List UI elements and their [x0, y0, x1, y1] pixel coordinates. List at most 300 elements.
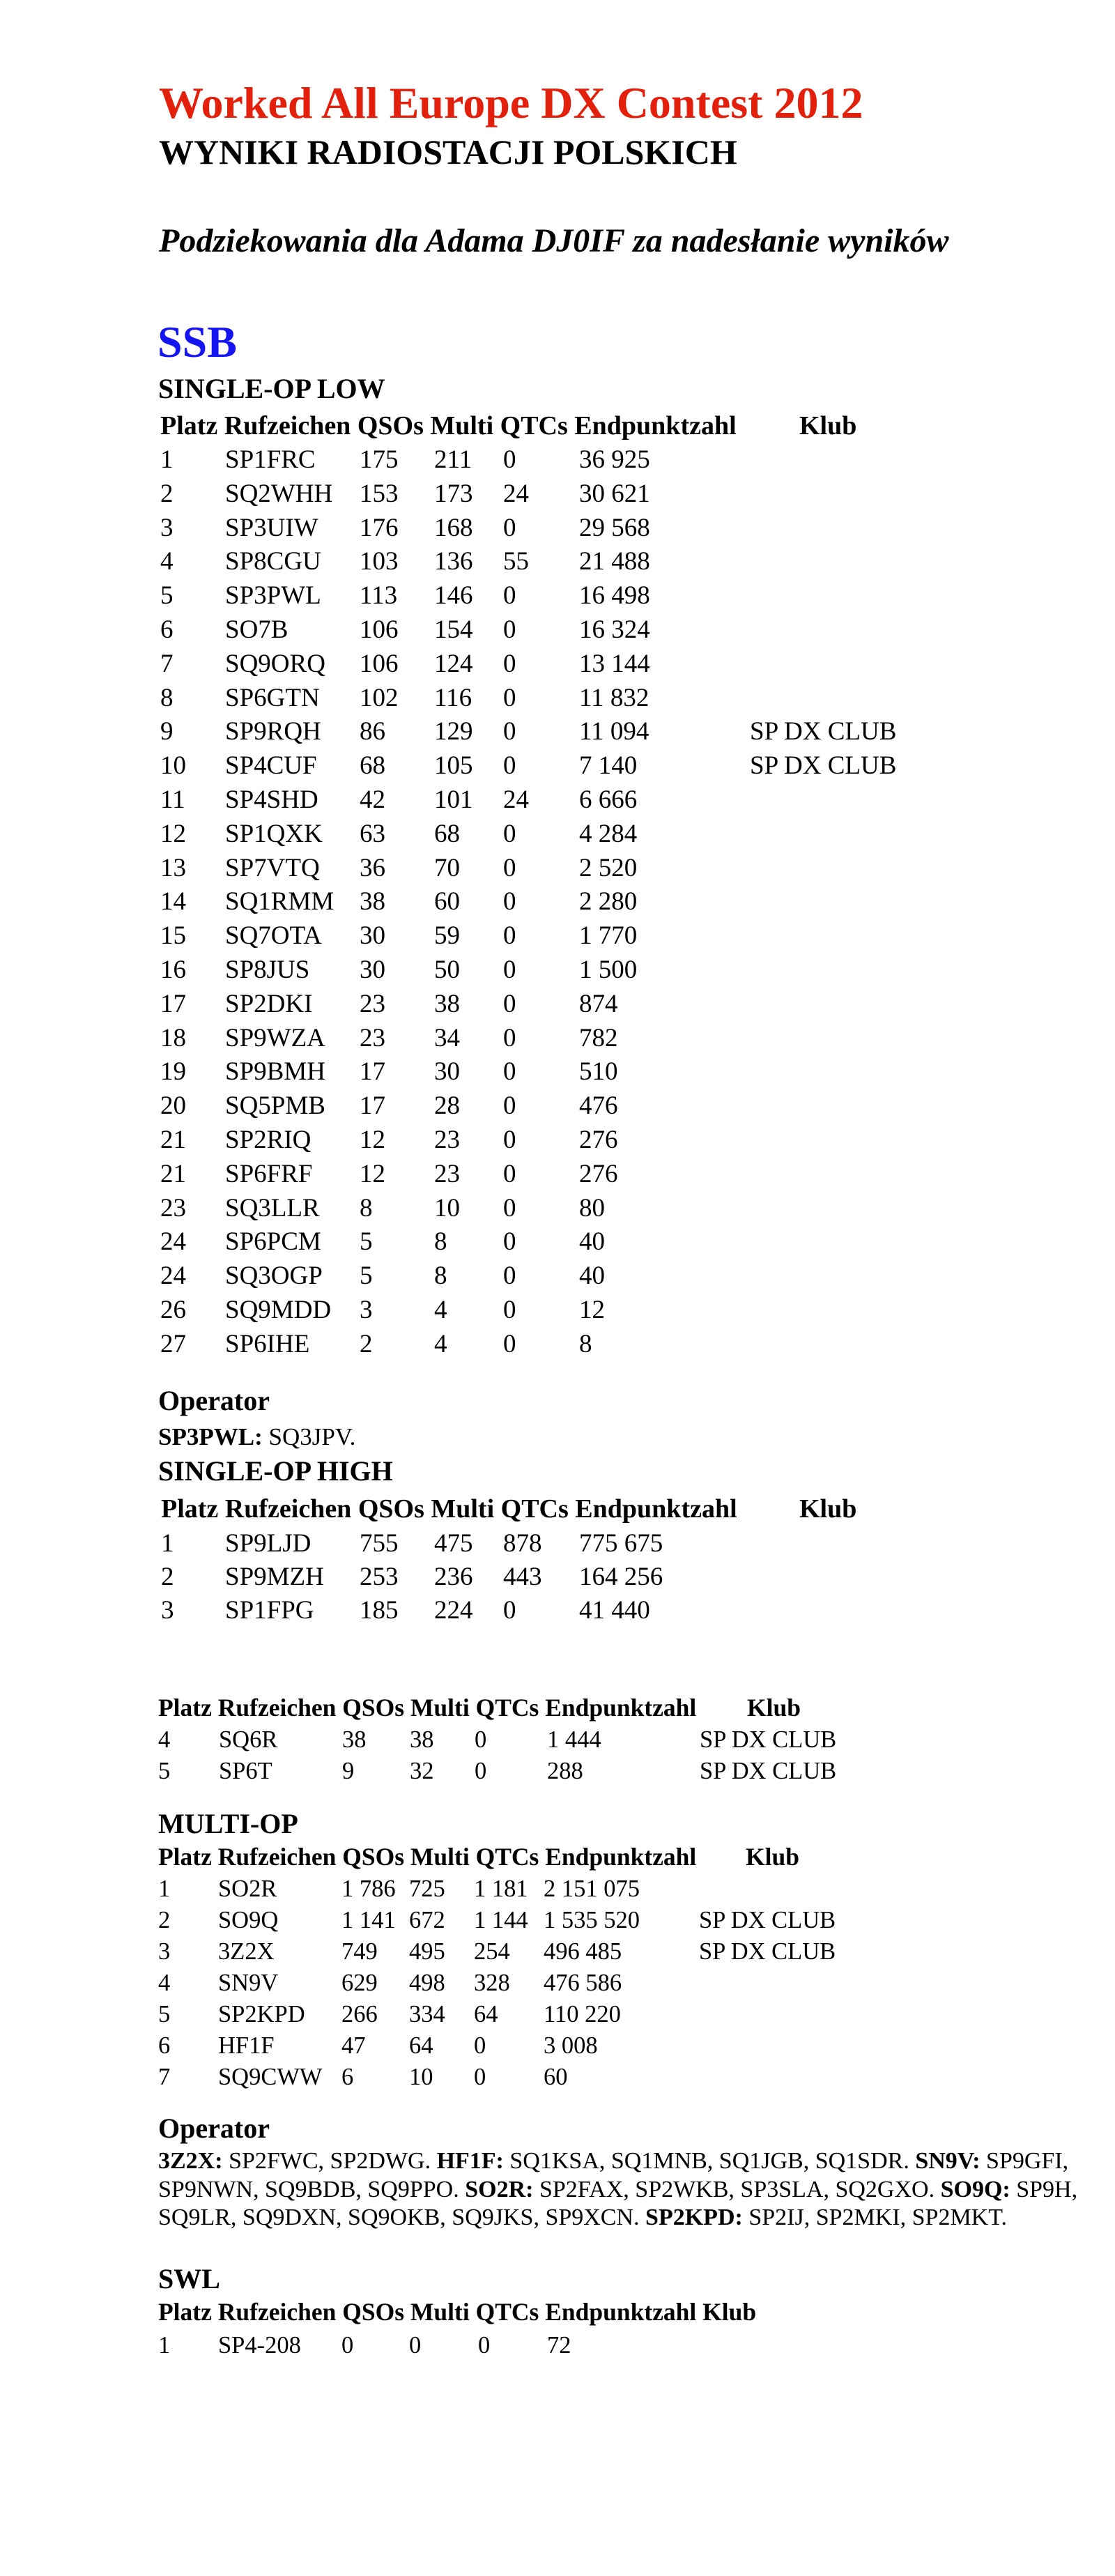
- table-header: [161, 1494, 857, 1524]
- cell-multi: 211: [434, 445, 472, 474]
- cell-callsign: SN9V: [218, 1970, 279, 1996]
- column-header-callsign: Rufzeichen: [224, 1494, 352, 1524]
- cell-qtcs: 328: [474, 1970, 510, 1996]
- cell-platz: 8: [160, 683, 174, 712]
- table-row: [0, 1759, 1115, 1784]
- cell-qsos: 30: [360, 956, 385, 984]
- cell-multi: 8: [434, 1227, 447, 1257]
- cell-points: 40: [579, 1262, 605, 1291]
- cell-qsos: 12: [360, 1126, 385, 1154]
- cell-points: 288: [547, 1757, 583, 1784]
- cell-multi: 168: [434, 513, 473, 542]
- cell-callsign: SP6GTN: [225, 683, 320, 712]
- column-header-multi: Multi: [431, 1494, 495, 1524]
- cell-platz: 1: [161, 1529, 174, 1558]
- cell-platz: 11: [160, 785, 185, 814]
- operator-heading-multi-op: Operator: [158, 2113, 270, 2144]
- column-header-qtcs: QTCs: [500, 411, 568, 440]
- cell-points: 276: [579, 1159, 618, 1188]
- cell-platz: 4: [158, 1970, 171, 1996]
- cell-points: 4 284: [579, 819, 638, 848]
- cell-multi: 59: [434, 921, 460, 951]
- page-title: Worked All Europe DX Contest 2012: [159, 78, 863, 128]
- column-header-points: Endpunktzahl: [545, 1694, 697, 1722]
- cell-points: 874: [579, 989, 618, 1018]
- table-row: [0, 481, 1115, 507]
- cell-points: 1 500: [579, 956, 638, 984]
- table-row: [0, 2065, 1115, 2090]
- cell-platz: 7: [158, 2064, 171, 2090]
- cell-club: SP DX CLUB: [750, 717, 897, 746]
- table-header: [158, 2300, 756, 2325]
- cell-multi: 154: [434, 615, 473, 644]
- cell-callsign: SQ7OTA: [225, 921, 322, 951]
- cell-callsign: SP9WZA: [225, 1023, 325, 1052]
- table-row: [0, 685, 1115, 711]
- cell-qtcs: 0: [503, 989, 516, 1018]
- cell-qsos: 86: [360, 717, 385, 746]
- column-header-callsign: Rufzeichen: [217, 1843, 337, 1871]
- cell-platz: 13: [160, 853, 186, 882]
- cell-multi: 10: [434, 1193, 460, 1222]
- cell-multi: 124: [434, 649, 473, 678]
- cell-callsign: SP7VTQ: [225, 853, 320, 882]
- table-row: [0, 1195, 1115, 1221]
- cell-qtcs: 0: [478, 2332, 491, 2359]
- cell-points: 476 586: [544, 1970, 622, 1996]
- cell-qtcs: 55: [503, 547, 529, 576]
- column-header-qtcs: QTCs: [500, 1494, 569, 1524]
- page-subtitle: WYNIKI RADIOSTACJI POLSKICH: [159, 132, 737, 171]
- cell-qsos: 47: [341, 2032, 366, 2059]
- cell-points: 41 440: [579, 1596, 650, 1625]
- cell-qtcs: 24: [503, 785, 529, 814]
- cell-qtcs: 0: [503, 615, 516, 644]
- cell-platz: 6: [160, 615, 174, 644]
- cell-qtcs: 254: [474, 1938, 510, 1965]
- cell-multi: 224: [434, 1596, 473, 1625]
- cell-qsos: 38: [342, 1726, 367, 1753]
- cell-qsos: 106: [360, 649, 399, 678]
- cell-qtcs: 0: [503, 1262, 516, 1291]
- cell-multi: 101: [434, 785, 473, 814]
- cell-points: 7 140: [579, 751, 638, 781]
- cell-platz: 1: [158, 2332, 171, 2359]
- cell-qsos: 5: [360, 1227, 373, 1257]
- cell-platz: 6: [158, 2032, 171, 2059]
- cell-qsos: 102: [360, 683, 399, 712]
- column-header-qsos: QSOs: [342, 1694, 405, 1722]
- cell-platz: 24: [160, 1262, 186, 1291]
- column-header-platz: Platz: [158, 1843, 212, 1871]
- cell-points: 2 151 075: [544, 1876, 640, 1902]
- column-header-multi: Multi: [410, 2298, 470, 2326]
- cell-points: 110 220: [544, 2001, 621, 2027]
- column-header-platz: Platz: [158, 2298, 212, 2326]
- table-row: [0, 1531, 1115, 1556]
- operator-list: SQ3JPV.: [268, 1423, 356, 1450]
- cell-club: SP DX CLUB: [750, 751, 897, 781]
- cell-multi: 50: [434, 956, 460, 984]
- cell-multi: 38: [410, 1726, 434, 1753]
- cell-platz: 3: [158, 1938, 171, 1965]
- cell-points: 2 280: [579, 887, 638, 917]
- operator-list: SQ1KSA, SQ1MNB, SQ1JGB, SQ1SDR.: [509, 2148, 909, 2174]
- cell-points: 11 094: [579, 717, 649, 746]
- table-row: [0, 787, 1115, 813]
- cell-callsign: SP9MZH: [225, 1563, 324, 1591]
- cell-callsign: SO7B: [225, 615, 289, 644]
- table-row: [0, 991, 1115, 1017]
- table-row: [0, 855, 1115, 881]
- operator-heading: Operator: [158, 1385, 270, 1416]
- cell-points: 2 520: [579, 853, 638, 882]
- cell-callsign: SP8CGU: [225, 547, 321, 576]
- cell-qsos: 106: [360, 615, 399, 644]
- cell-platz: 15: [160, 921, 186, 951]
- cell-points: 276: [579, 1126, 618, 1154]
- cell-qtcs: 0: [503, 853, 516, 882]
- cell-multi: 236: [434, 1563, 473, 1591]
- cell-qtcs: 0: [503, 887, 516, 917]
- cell-multi: 10: [409, 2064, 433, 2090]
- cell-platz: 3: [160, 513, 174, 542]
- column-header-platz: Platz: [160, 411, 218, 440]
- column-header-qtcs: QTCs: [475, 1694, 539, 1722]
- cell-qtcs: 0: [503, 445, 516, 474]
- cell-callsign: SO9Q: [218, 1907, 279, 1933]
- cell-callsign: SO2R: [218, 1876, 277, 1902]
- cell-multi: 672: [409, 1907, 445, 1933]
- cell-points: 164 256: [579, 1563, 663, 1591]
- cell-qsos: 266: [341, 2001, 378, 2027]
- cell-callsign: SQ9MDD: [225, 1296, 332, 1324]
- cell-callsign: SQ2WHH: [225, 479, 333, 508]
- table-header: [158, 1843, 799, 1871]
- section-title-multi-op: MULTI-OP: [158, 1808, 298, 1839]
- operator-list: SP9H, SQ9LR, SQ9DXN, SQ9OKB, SQ9JKS, SP9XCN.: [158, 2176, 1078, 2231]
- cell-points: 12: [579, 1296, 605, 1324]
- column-header-platz: Platz: [158, 1694, 212, 1722]
- table-row: [0, 753, 1115, 779]
- cell-platz: 18: [160, 1023, 186, 1052]
- cell-qtcs: 0: [503, 1596, 516, 1625]
- table-row: [0, 1025, 1115, 1051]
- cell-qtcs: 0: [474, 2032, 486, 2059]
- cell-qsos: 5: [360, 1262, 373, 1291]
- cell-platz: 2: [160, 479, 174, 508]
- cell-platz: 24: [160, 1227, 186, 1257]
- table-row: [0, 719, 1115, 744]
- cell-callsign: SP3UIW: [225, 513, 318, 542]
- table-row: [0, 1057, 1115, 1087]
- cell-multi: 68: [434, 819, 460, 848]
- column-header-qtcs: QTCs: [475, 2298, 539, 2326]
- cell-multi: 70: [434, 853, 460, 882]
- column-header-club: Klub: [747, 1694, 801, 1722]
- table-header: [160, 411, 857, 440]
- column-header-club: Klub: [702, 2298, 757, 2326]
- column-header-club: Klub: [799, 411, 857, 440]
- column-header-points: Endpunktzahl: [574, 411, 737, 440]
- table-row: [0, 1940, 1115, 1964]
- cell-multi: 136: [434, 547, 473, 576]
- cell-multi: 129: [434, 717, 473, 746]
- cell-callsign: SQ5PMB: [225, 1091, 325, 1121]
- cell-qsos: 23: [360, 1023, 385, 1052]
- cell-qtcs: 0: [503, 1193, 516, 1222]
- cell-qtcs: 878: [503, 1529, 542, 1558]
- cell-callsign: 3Z2X: [218, 1938, 275, 1965]
- cell-platz: 23: [160, 1193, 186, 1222]
- cell-points: 476: [579, 1091, 618, 1121]
- cell-platz: 10: [160, 751, 186, 781]
- cell-callsign: SP9LJD: [225, 1529, 312, 1558]
- table-row: [0, 1093, 1115, 1119]
- operator-station: 3Z2X:: [158, 2148, 223, 2174]
- cell-qtcs: 0: [474, 2064, 486, 2090]
- cell-platz: 14: [160, 887, 186, 917]
- cell-qsos: 68: [360, 751, 385, 781]
- cell-qsos: 42: [360, 785, 385, 814]
- column-header-points: Endpunktzahl: [545, 2298, 697, 2326]
- cell-platz: 5: [158, 2001, 171, 2027]
- cell-callsign: SP6PCM: [225, 1227, 321, 1257]
- cell-platz: 20: [160, 1091, 186, 1121]
- cell-callsign: SP2KPD: [218, 2001, 305, 2027]
- cell-platz: 9: [160, 717, 174, 746]
- cell-qsos: 23: [360, 989, 385, 1018]
- cell-multi: 38: [434, 989, 460, 1018]
- cell-platz: 5: [158, 1757, 171, 1784]
- section-title-single-op-low: SINGLE-OP LOW: [158, 373, 385, 404]
- cell-qsos: 175: [360, 445, 399, 474]
- column-header-points: Endpunktzahl: [545, 1843, 697, 1871]
- cell-callsign: SP9BMH: [225, 1057, 325, 1087]
- section-title-single-op-high: SINGLE-OP HIGH: [158, 1455, 393, 1487]
- cell-multi: 334: [409, 2001, 445, 2027]
- cell-callsign: SP1FPG: [225, 1596, 314, 1625]
- column-header-qsos: QSOs: [357, 411, 424, 440]
- table-row: [0, 887, 1115, 917]
- cell-qtcs: 24: [503, 479, 529, 508]
- cell-qsos: 629: [341, 1970, 378, 1996]
- cell-callsign: SP2RIQ: [225, 1126, 312, 1154]
- cell-callsign: SP4CUF: [225, 751, 317, 781]
- cell-qsos: 185: [360, 1596, 399, 1625]
- cell-qtcs: 0: [503, 819, 516, 848]
- operator-station: SP3PWL:: [158, 1423, 263, 1450]
- cell-points: 30 621: [579, 479, 650, 508]
- cell-platz: 7: [160, 649, 174, 678]
- cell-platz: 12: [160, 819, 186, 848]
- cell-points: 11 832: [579, 683, 649, 712]
- cell-qsos: 2: [360, 1329, 373, 1358]
- cell-platz: 21: [160, 1159, 186, 1188]
- table-row: [0, 957, 1115, 983]
- operator-station: SO2R:: [465, 2176, 534, 2202]
- operator-line: [158, 1425, 355, 1449]
- cell-qsos: 6: [341, 2064, 354, 2090]
- cell-points: 6 666: [579, 785, 638, 814]
- table-row: [0, 1297, 1115, 1323]
- table-row: [0, 1908, 1115, 1933]
- column-header-qsos: QSOs: [357, 1494, 424, 1524]
- cell-qtcs: 0: [503, 1329, 516, 1358]
- table-row: [0, 581, 1115, 611]
- table-row: [0, 1564, 1115, 1590]
- cell-multi: 4: [434, 1329, 447, 1358]
- table-row: [0, 1971, 1115, 1995]
- operator-list: SP9GFI, SP9NWN, SQ9BDB, SQ9PPO.: [158, 2148, 1069, 2202]
- table-row: [0, 2333, 1115, 2358]
- cell-qtcs: 0: [503, 581, 516, 611]
- table-row: [0, 1877, 1115, 1901]
- cell-multi: 146: [434, 581, 473, 611]
- cell-qsos: 103: [360, 547, 399, 576]
- cell-qtcs: 1 144: [474, 1907, 528, 1933]
- cell-points: 72: [547, 2332, 571, 2359]
- cell-qtcs: 0: [503, 1023, 516, 1052]
- cell-qsos: 17: [360, 1057, 385, 1087]
- cell-multi: 28: [434, 1091, 460, 1121]
- column-header-qtcs: QTCs: [475, 1843, 539, 1871]
- cell-points: 775 675: [579, 1529, 663, 1558]
- cell-platz: 16: [160, 956, 186, 984]
- column-header-club: Klub: [799, 1494, 857, 1524]
- cell-multi: 34: [434, 1023, 460, 1052]
- column-header-callsign: Rufzeichen: [224, 411, 351, 440]
- cell-multi: 23: [434, 1126, 460, 1154]
- cell-points: 16 498: [579, 581, 650, 611]
- cell-qsos: 36: [360, 853, 385, 882]
- operator-station: SN9V:: [915, 2148, 981, 2174]
- cell-multi: 60: [434, 887, 460, 917]
- table-row: [0, 515, 1115, 541]
- cell-qtcs: 64: [474, 2001, 498, 2027]
- column-header-platz: Platz: [161, 1494, 219, 1524]
- cell-qsos: 1 141: [341, 1907, 396, 1933]
- cell-qsos: 176: [360, 513, 399, 542]
- cell-platz: 17: [160, 989, 186, 1018]
- cell-multi: 475: [434, 1529, 473, 1558]
- table-row: [0, 2034, 1115, 2058]
- table-row: [0, 923, 1115, 949]
- cell-callsign: SP6IHE: [225, 1329, 310, 1358]
- column-header-multi: Multi: [410, 1694, 470, 1722]
- cell-multi: 173: [434, 479, 473, 508]
- table-row: [0, 651, 1115, 677]
- cell-qtcs: 0: [503, 1296, 516, 1324]
- cell-qsos: 8: [360, 1193, 373, 1222]
- column-header-club: Klub: [746, 1843, 799, 1871]
- cell-points: 1 770: [579, 921, 638, 951]
- cell-qsos: 9: [342, 1757, 355, 1784]
- mode-heading-ssb: SSB: [157, 317, 237, 367]
- cell-qsos: 12: [360, 1159, 385, 1188]
- cell-callsign: SP6FRF: [225, 1159, 313, 1188]
- cell-qtcs: 1 181: [474, 1876, 528, 1902]
- cell-callsign: SQ6R: [219, 1726, 278, 1753]
- cell-multi: 498: [409, 1970, 445, 1996]
- table-row: [0, 447, 1115, 473]
- cell-qsos: 30: [360, 921, 385, 951]
- table-row: [0, 2002, 1115, 2027]
- cell-platz: 26: [160, 1296, 186, 1324]
- operator-list-multi-op: [158, 2147, 1100, 2232]
- cell-points: 40: [579, 1227, 605, 1257]
- cell-callsign: SQ3LLR: [225, 1193, 320, 1222]
- cell-qsos: 153: [360, 479, 399, 508]
- table-header: [158, 1694, 801, 1722]
- cell-multi: 30: [434, 1057, 460, 1087]
- cell-multi: 23: [434, 1159, 460, 1188]
- cell-callsign: SQ1RMM: [225, 887, 334, 917]
- cell-qsos: 755: [360, 1529, 399, 1558]
- cell-points: 29 568: [579, 513, 650, 542]
- cell-points: 782: [579, 1023, 618, 1052]
- cell-qtcs: 0: [503, 1227, 516, 1257]
- cell-qtcs: 0: [503, 1057, 516, 1087]
- cell-callsign: SQ9CWW: [218, 2064, 323, 2090]
- cell-platz: 4: [158, 1726, 171, 1753]
- cell-multi: 32: [410, 1757, 434, 1784]
- table-row: [0, 1331, 1115, 1357]
- cell-callsign: SP3PWL: [225, 581, 321, 611]
- acknowledgement: Podziekowania dla Adama DJ0IF za nadesłanie wyników: [159, 222, 949, 259]
- column-header-qsos: QSOs: [342, 1843, 405, 1871]
- column-header-multi: Multi: [430, 411, 494, 440]
- cell-platz: 2: [158, 1907, 171, 1933]
- cell-qtcs: 0: [503, 649, 516, 678]
- cell-multi: 495: [409, 1938, 445, 1965]
- table-row: [0, 1127, 1115, 1153]
- table-row: [0, 1597, 1115, 1623]
- operator-list: SP2FAX, SP2WKB, SP3SLA, SQ2GXO.: [539, 2176, 935, 2202]
- cell-platz: 3: [161, 1596, 174, 1625]
- cell-callsign: SP4-208: [218, 2332, 301, 2359]
- cell-qsos: 113: [360, 581, 398, 611]
- cell-qtcs: 443: [503, 1563, 542, 1591]
- cell-points: 16 324: [579, 615, 650, 644]
- cell-qtcs: 0: [503, 1091, 516, 1121]
- cell-qtcs: 0: [503, 717, 516, 746]
- cell-qsos: 1 786: [341, 1876, 396, 1902]
- cell-club: SP DX CLUB: [700, 1757, 837, 1784]
- cell-platz: 1: [160, 445, 174, 474]
- cell-platz: 4: [160, 547, 174, 576]
- cell-points: 510: [579, 1057, 618, 1087]
- cell-club: SP DX CLUB: [700, 1726, 837, 1753]
- column-header-callsign: Rufzeichen: [217, 2298, 337, 2326]
- section-title-swl: SWL: [158, 2263, 220, 2294]
- table-row: [0, 617, 1115, 643]
- cell-qsos: 38: [360, 887, 385, 917]
- cell-club: SP DX CLUB: [699, 1907, 836, 1933]
- cell-callsign: HF1F: [218, 2032, 275, 2059]
- cell-points: 8: [579, 1329, 592, 1358]
- cell-qtcs: 0: [503, 1159, 516, 1188]
- column-header-callsign: Rufzeichen: [217, 1694, 337, 1722]
- operator-list: SP2FWC, SP2DWG.: [229, 2148, 431, 2174]
- table-row: [0, 1161, 1115, 1187]
- cell-qtcs: 0: [503, 683, 516, 712]
- cell-qtcs: 0: [503, 751, 516, 781]
- cell-qtcs: 0: [475, 1757, 487, 1784]
- cell-platz: 5: [160, 581, 174, 611]
- cell-multi: 8: [434, 1262, 447, 1291]
- cell-callsign: SP1QXK: [225, 819, 323, 848]
